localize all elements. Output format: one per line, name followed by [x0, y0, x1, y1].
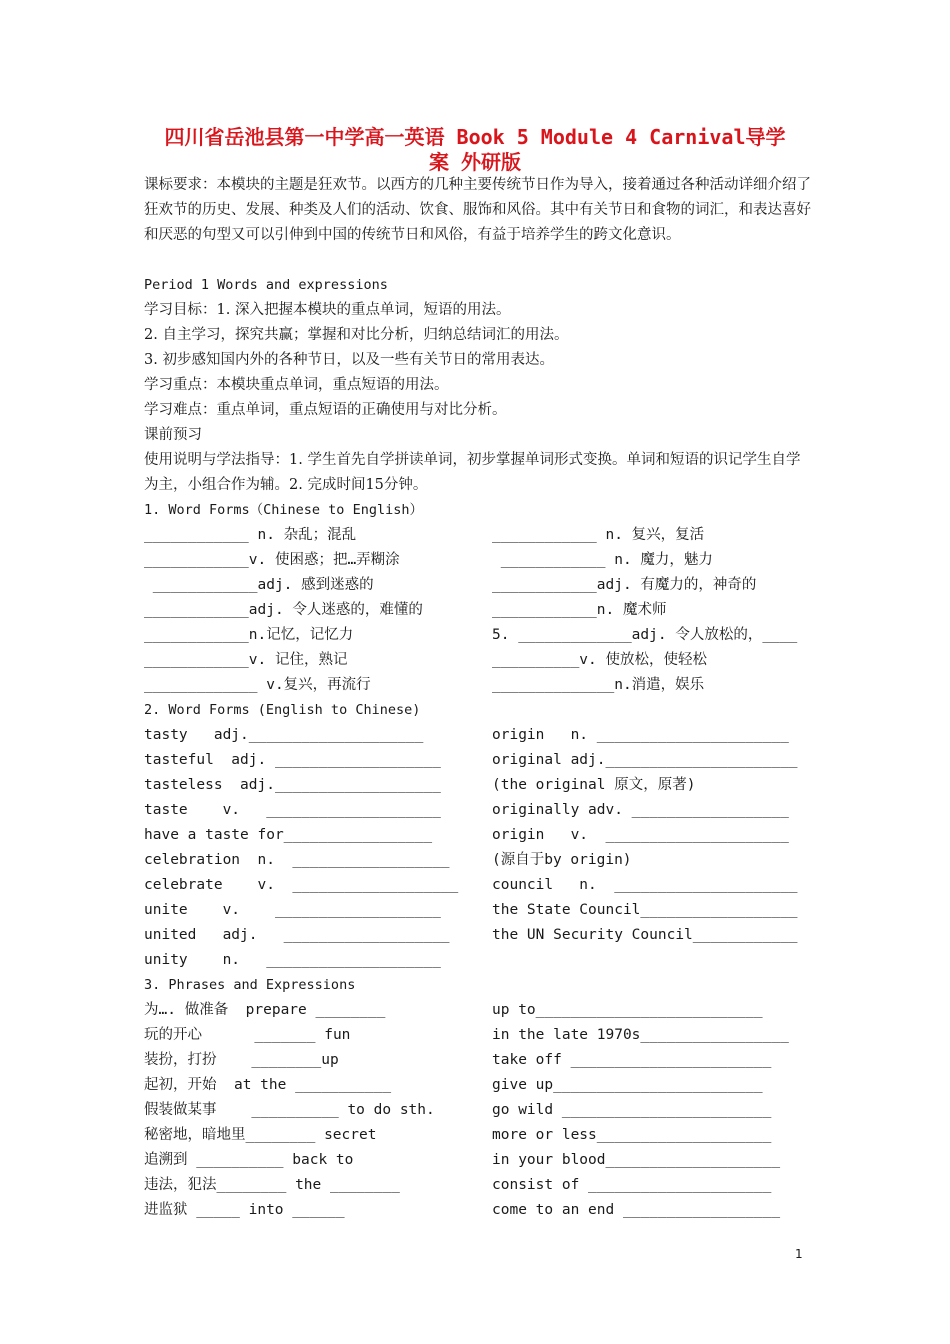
phrase-item: give up________________________	[492, 1077, 763, 1093]
phrase-item: 装扮，打扮 ________up	[144, 1052, 339, 1068]
goal-line: 学习目标：1. 深入把握本模块的重点单词，短语的用法。	[144, 302, 511, 318]
word-form-item: ____________adj. 感到迷惑的	[144, 577, 374, 593]
word-form-item: ____________v. 使困惑；把…弄糊涂	[144, 552, 400, 568]
phrase-item: go wild ________________________	[492, 1102, 772, 1118]
phrase-item: 玩的开心 _______ fun	[144, 1027, 351, 1043]
word-form-item: ____________n. 魔术师	[492, 602, 667, 618]
word-form-item: ______________n.消遣，娱乐	[492, 677, 705, 693]
phrase-item: 违法，犯法________ the ________	[144, 1177, 400, 1193]
word-form-item: ____________ n. 魔力，魅力	[492, 552, 713, 568]
section1-heading: 1. Word Forms（Chinese to English）	[144, 502, 423, 518]
word-form-item: ____________ n. 复兴，复活	[492, 527, 705, 543]
word-item: tasteless adj.___________________	[144, 777, 441, 793]
phrase-item: 进监狱 _____ into ______	[144, 1202, 345, 1218]
word-form-item: _____________ v.复兴，再流行	[144, 677, 371, 693]
word-form-item: ____________v. 记住，熟记	[144, 652, 348, 668]
word-item: (源自于by origin)	[492, 852, 632, 868]
page-number: 1	[795, 1247, 803, 1261]
word-form-item: ____________adj. 令人迷惑的，难懂的	[144, 602, 423, 618]
word-item: have a taste for_________________	[144, 827, 433, 843]
word-item: celebration n. __________________	[144, 852, 450, 868]
document-title-line1: 四川省岳池县第一中学高一英语 Book 5 Module 4 Carnival导学	[164, 125, 786, 149]
word-item: unity n. ____________________	[144, 952, 441, 968]
phrase-item: in the late 1970s_________________	[492, 1027, 789, 1043]
word-item: tasty adj.____________________	[144, 727, 424, 743]
word-item: celebrate v. ___________________	[144, 877, 459, 893]
phrase-item: 假装做某事 __________ to do sth.	[144, 1102, 435, 1118]
word-form-item: ____________n.记忆，记忆力	[144, 627, 354, 643]
phrase-item: 起初，开始 at the ___________	[144, 1077, 392, 1093]
section3-heading: 3. Phrases and Expressions	[144, 977, 356, 993]
phrase-item: consist of _____________________	[492, 1177, 772, 1193]
phrase-item: in your blood____________________	[492, 1152, 781, 1168]
document-title-line2: 案 外研版	[428, 150, 522, 174]
intro-paragraph: 课标要求：本模块的主题是狂欢节。以西方的几种主要传统节日作为导入，接着通过各种活动详细介绍了狂欢节的历史、发展、种类及人们的活动、饮食、服饰和风俗。其中有关节日和食物的词汇，和表达喜好和厌恶的句型又可以引伸到中国的传统节日和风俗，有益于培养学生的跨文化意识。	[144, 177, 811, 243]
word-item: originally adv. __________________	[492, 802, 789, 818]
word-item: taste v. ____________________	[144, 802, 441, 818]
goal-line: 2. 自主学习，探究共赢；掌握和对比分析，归纳总结词汇的用法。	[144, 327, 569, 343]
word-item: united adj. ___________________	[144, 927, 450, 943]
phrase-item: more or less____________________	[492, 1127, 772, 1143]
word-item: tasteful adj. ___________________	[144, 752, 441, 768]
word-item: the UN Security Council____________	[492, 927, 798, 943]
phrase-item: take off _______________________	[492, 1052, 772, 1068]
word-item: origin v. _____________________	[492, 827, 789, 843]
phrase-item: 秘密地，暗地里________ secret	[144, 1127, 377, 1143]
word-item: council n. _____________________	[492, 877, 798, 893]
period-heading: Period 1 Words and expressions	[144, 277, 388, 293]
phrase-item: 追溯到 __________ back to	[144, 1152, 354, 1168]
word-form-item: __________v. 使放松，使轻松	[492, 652, 707, 668]
section2-heading: 2. Word Forms (English to Chinese)	[144, 702, 421, 718]
phrase-item: up to__________________________	[492, 1002, 763, 1018]
word-item: (the original 原文，原著)	[492, 777, 696, 793]
phrase-item: come to an end __________________	[492, 1202, 781, 1218]
goal-line: 3. 初步感知国内外的各种节日，以及一些有关节日的常用表达。	[144, 352, 554, 368]
focus-line: 学习重点：本模块重点单词，重点短语的用法。	[144, 377, 449, 393]
phrase-item: 为…. 做准备 prepare ________	[144, 1002, 386, 1018]
word-form-item: ____________adj. 有魔力的，神奇的	[492, 577, 757, 593]
word-item: origin n. ______________________	[492, 727, 789, 743]
word-form-item: ____________ n. 杂乱；混乱	[144, 527, 357, 543]
preview-heading: 课前预习	[144, 427, 202, 443]
difficulty-line: 学习难点：重点单词，重点短语的正确使用与对比分析。	[144, 402, 507, 418]
word-item: the State Council__________________	[492, 902, 798, 918]
word-item: unite v. ___________________	[144, 902, 441, 918]
instructions-paragraph: 使用说明与学法指导：1. 学生首先自学拼读单词，初步掌握单词形式变换。单词和短语的识记学生自学为主，小组合作为辅。2. 完成时间15分钟。	[144, 452, 801, 493]
word-item: original adj.______________________	[492, 752, 798, 768]
word-form-item: 5. _____________adj. 令人放松的，____	[492, 627, 798, 643]
